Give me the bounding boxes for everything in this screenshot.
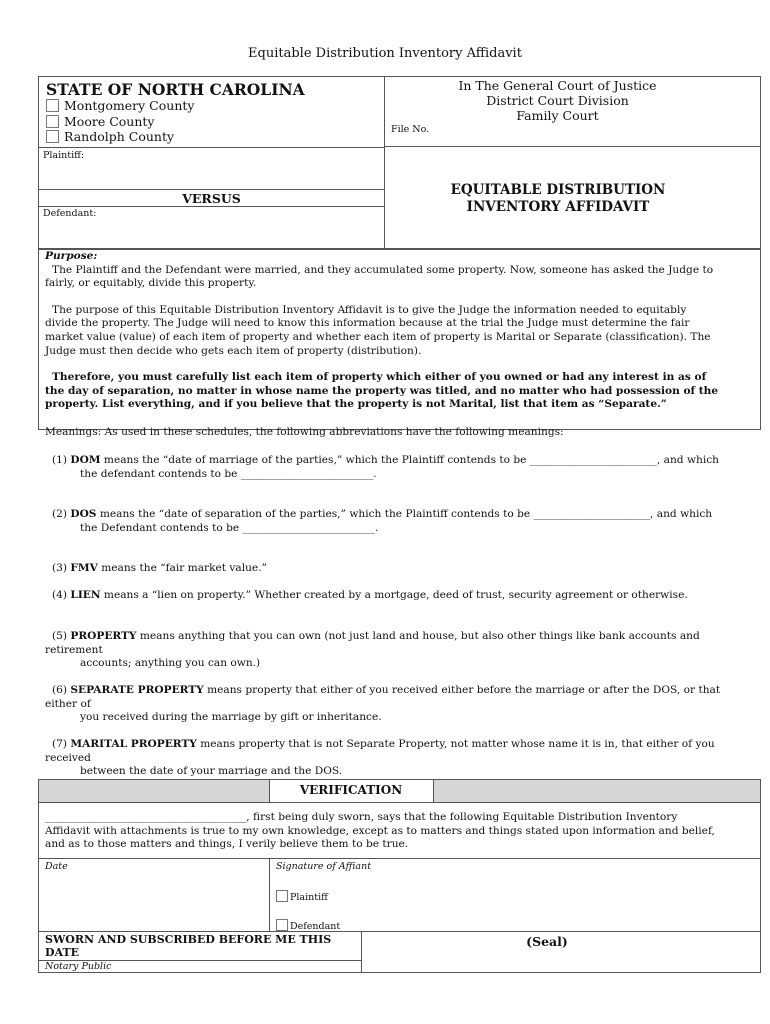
verification-header-shade-left: [39, 780, 269, 802]
county-list: [46, 98, 194, 145]
checkbox-icon[interactable]: [276, 890, 288, 902]
file-no-label: File No.: [391, 124, 430, 135]
verification-header-shade-right: [433, 780, 760, 802]
court-info: In The General Court of Justice District Court Division Family Court: [458, 78, 657, 123]
county-option-moore[interactable]: Moore County: [46, 114, 194, 130]
sworn-subscribed-label: SWORN AND SUBSCRIBED BEFORE ME THIS DATE: [45, 933, 332, 959]
date-label: Date: [45, 861, 68, 872]
purpose-paragraph-1: The Plaintiff and the Defendant were married, and they accumulated some property. Now, someone has asked the Judge to fairly, or equitably, divide this property.: [45, 263, 714, 290]
county-option-randolph[interactable]: Randolph County: [46, 129, 194, 145]
notary-public-label: Notary Public: [45, 961, 112, 972]
checkbox-icon[interactable]: [46, 130, 59, 143]
versus-label: VERSUS: [182, 191, 241, 206]
state-heading: STATE OF NORTH CAROLINA: [46, 80, 305, 99]
checkbox-icon[interactable]: [46, 99, 59, 112]
defendant-label: Defendant:: [43, 208, 97, 219]
purpose-paragraph-2: The purpose of this Equitable Distribution Inventory Affidavit is to give the Judge the information needed to equitably divide the property. The Judge will need to know this information because at the trial the Judge must determine the fair market value (value) of each item of property and whether each item of property is Marital or Separate (classification). The Judge must then decide who gets each item of property (distribution).: [45, 303, 711, 357]
meanings-list: [45, 454, 725, 779]
verification-heading: VERIFICATION: [299, 783, 403, 797]
meaning-item-dos: (2) DOS means the “date of separation of the parties,” which the Plaintiff contends to be ______________________, and which the Defendant contends to be _________________________.: [52, 508, 713, 534]
verification-text: ______________________________________, first being duly sworn, says that the following Equitable Distribution Inventory Affidavit with attachments is true to my own knowledge, except as to matters and things stated upon information and belief, and as to those matters and things, I verily believe them to be true.: [45, 811, 715, 851]
form-title: EQUITABLE DISTRIBUTION INVENTORY AFFIDAVIT: [450, 182, 666, 215]
document-title: Equitable Distribution Inventory Affidavit: [248, 46, 522, 61]
meanings-intro: Meanings: As used in these schedules, the following abbreviations have the following meanings:: [45, 426, 564, 438]
purpose-section: [45, 250, 720, 412]
meaning-item-separate-property: (6) SEPARATE PROPERTY means property that either of you received either before the marriage or after the DOS, or that either of you received during the marriage by gift or inheritance.: [45, 684, 721, 724]
meaning-item-lien: (4) LIEN means a “lien on property.” Whether created by a mortgage, deed of trust, security agreement or otherwise.: [52, 589, 688, 601]
meaning-item-marital-property: (7) MARITAL PROPERTY means property that is not Separate Property, not matter whose name it is in, that either of you received between the date of your marriage and the DOS.: [45, 738, 715, 778]
county-option-montgomery[interactable]: Montgomery County: [46, 98, 194, 114]
meaning-item-property: (5) PROPERTY means anything that you can own (not just land and house, but also other things like bank accounts and retirement accounts; anything you can own.): [45, 630, 700, 670]
purpose-paragraph-3: Therefore, you must carefully list each item of property which either of you owned or had any interest in as of the day of separation, no matter in whose name the property was titled, and no matter who had possession of the property. List everything, and if you believe that the property is not Marital, list that item as “Separate.”: [45, 371, 719, 411]
checkbox-icon[interactable]: [276, 919, 288, 931]
seal-label: (Seal): [526, 934, 568, 949]
plaintiff-label: Plaintiff:: [43, 150, 85, 161]
affiant-plaintiff-option[interactable]: Plaintiff: [276, 890, 328, 903]
signature-label: Signature of Affiant: [276, 861, 372, 872]
affiant-defendant-option[interactable]: Defendant: [276, 919, 340, 932]
meaning-item-dom: (1) DOM means the “date of marriage of the parties,” which the Plaintiff contends to be ________________________, and which the defendant contends to be _________________________.: [52, 454, 719, 480]
purpose-heading: Purpose:: [45, 250, 98, 262]
meaning-item-fmv: (3) FMV means the “fair market value.”: [52, 562, 267, 574]
checkbox-icon[interactable]: [46, 115, 59, 128]
